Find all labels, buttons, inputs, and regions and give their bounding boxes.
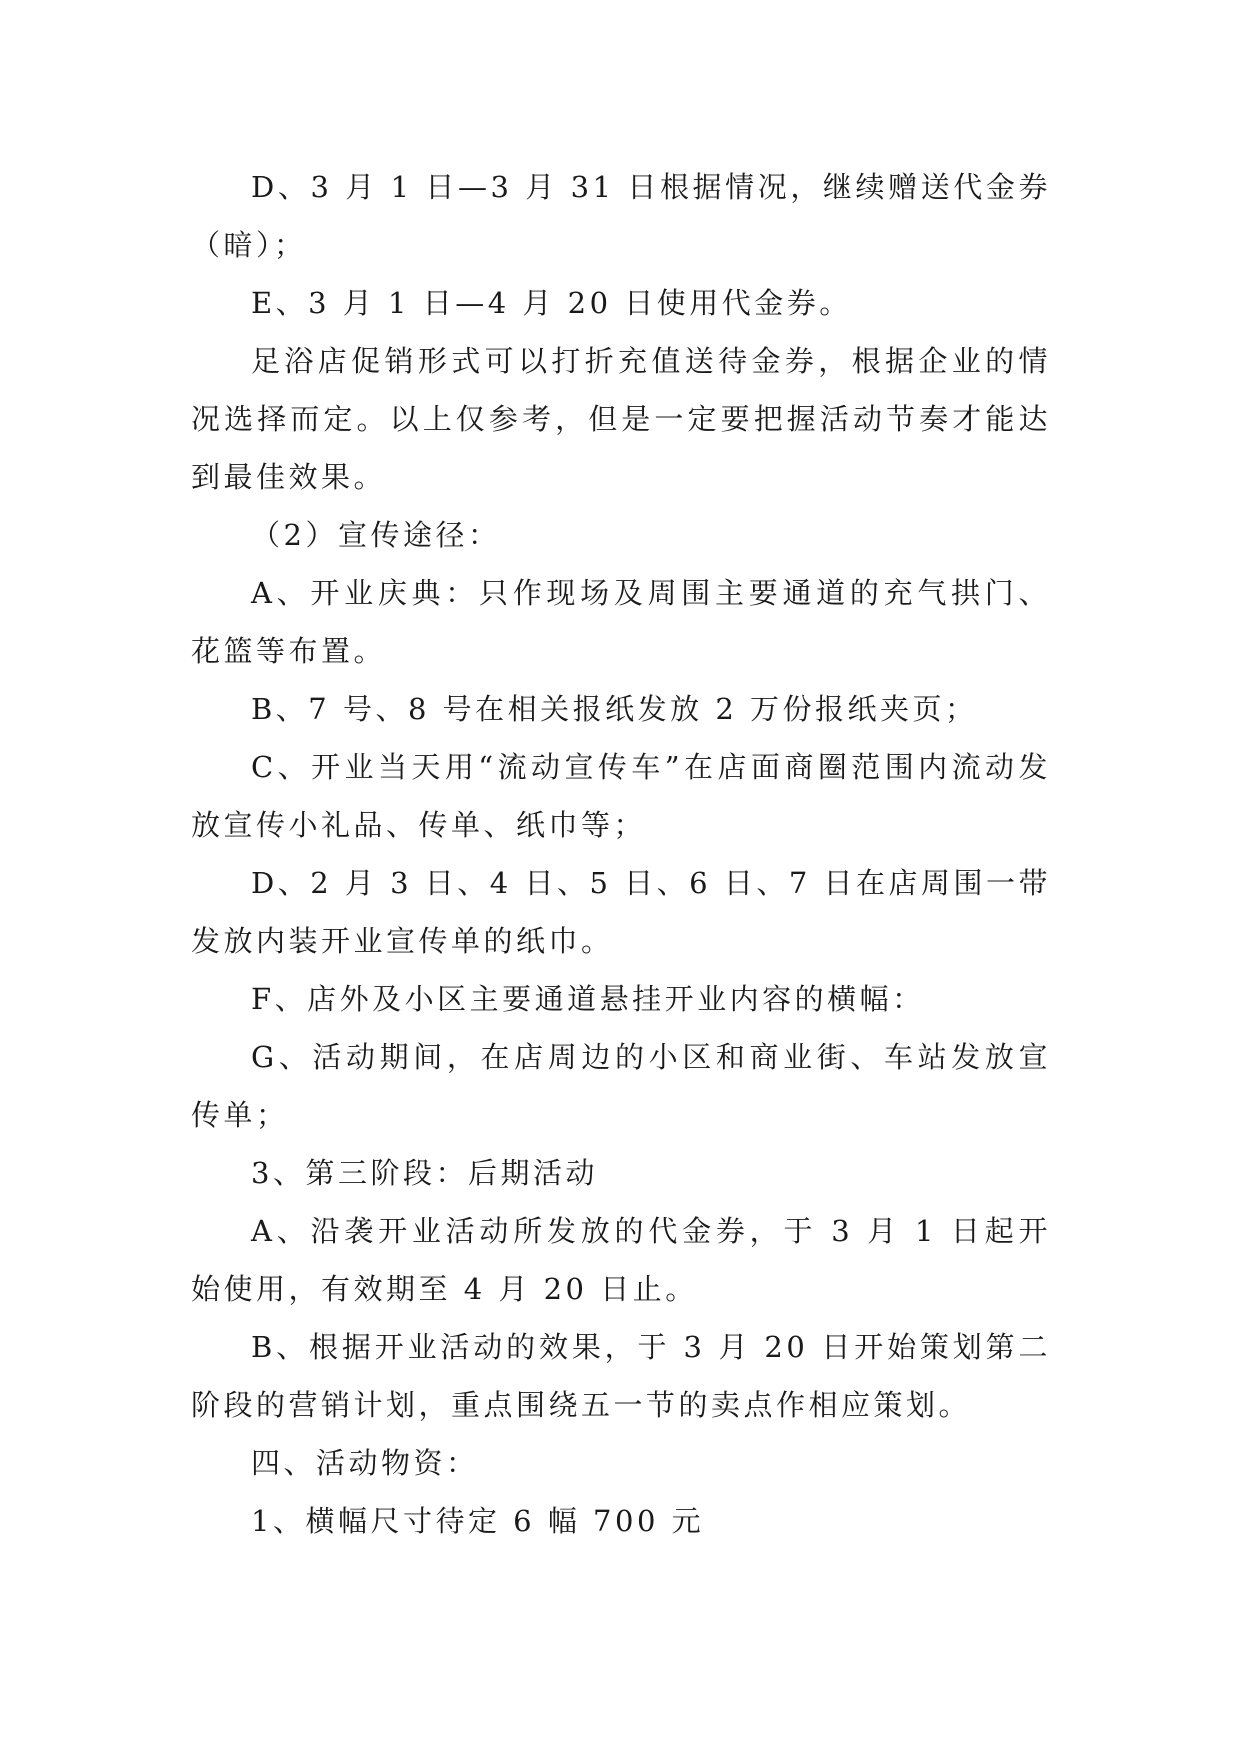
section-heading-materials: 四、活动物资： [251,1446,479,1480]
paragraph-g-flyers: G、活动期间，在店周边的小区和商业街、车站发放宣传单； [191,1040,1051,1132]
paragraph-b-next-plan: B、根据开业活动的效果，于 3 月 20 日开始策划第二阶段的营销计划，重点围绕五一节的卖点作相应策划。 [191,1330,1051,1422]
paragraph-b-newspaper: B、7 号、8 号在相关报纸发放 2 万份报纸夹页； [251,692,978,726]
paragraph-e-voucher-use: E、3 月 1 日—4 月 20 日使用代金券。 [251,286,852,320]
paragraph-f-banners: F、店外及小区主要通道悬挂开业内容的横幅： [251,982,925,1016]
paragraph-banner-cost: 1、横幅尺寸待定 6 幅 700 元 [251,1504,705,1538]
paragraph-a-voucher-validity: A、沿袭开业活动所发放的代金券，于 3 月 1 日起开始使用，有效期至 4 月 20 日止。 [191,1214,1051,1306]
document-body [191,158,1051,1550]
paragraph-d-tissues: D、2 月 3 日、4 日、5 日、6 日、7 日在店周围一带发放内装开业宣传单的纸巾。 [191,866,1051,958]
section-heading-stage-three: 3、第三阶段：后期活动 [251,1156,598,1190]
paragraph-c-promo-vehicle: C、开业当天用“流动宣传车”在店面商圈范围内流动发放宣传小礼品、传单、纸巾等； [191,750,1051,842]
paragraph-promotion-note: 足浴店促销形式可以打折充值送待金券，根据企业的情况选择而定。以上仅参考，但是一定要把握活动节奏才能达到最佳效果。 [191,344,1051,494]
paragraph-a-opening-ceremony: A、开业庆典：只作现场及周围主要通道的充气拱门、花篮等布置。 [191,576,1051,668]
paragraph-d-voucher-gift: D、3 月 1 日—3 月 31 日根据情况，继续赠送代金券（暗）； [191,170,1051,262]
section-heading-publicity: （2）宣传途径： [251,518,501,552]
